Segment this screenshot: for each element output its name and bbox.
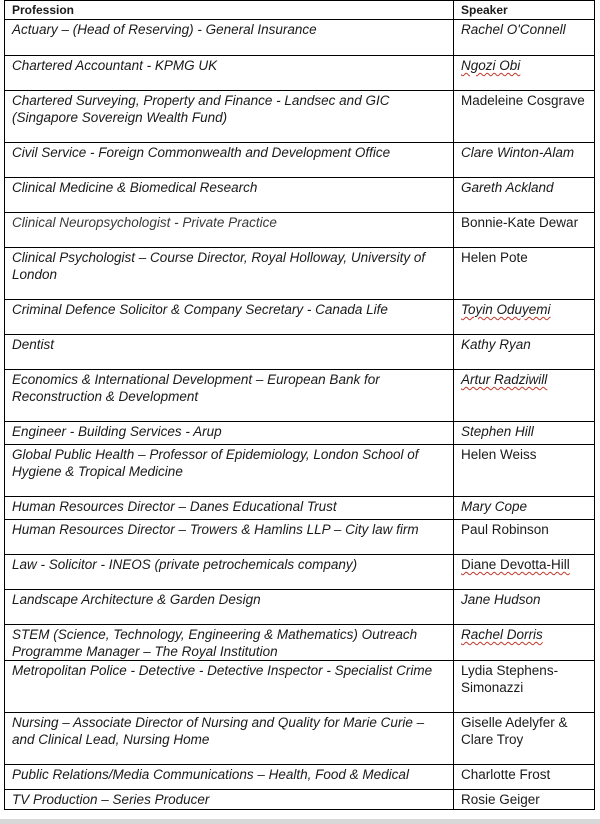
table-row <box>5 555 595 590</box>
speaker-cell: Paul Robinson <box>454 520 595 555</box>
profession-cell: Chartered Surveying, Property and Finance - Landsec and GIC (Singapore Sovereign Wealth Fund) <box>5 91 454 143</box>
speaker-name: Ngozi Obi <box>461 58 521 73</box>
speaker-cell: Clare Winton-Alam <box>454 143 595 178</box>
speaker-cell: Mary Cope <box>454 497 595 520</box>
profession-cell: Dentist <box>5 335 454 370</box>
table-row <box>5 248 595 300</box>
profession-speaker-table <box>4 0 595 810</box>
profession-cell: Actuary – (Head of Reserving) - General Insurance <box>5 20 454 56</box>
profession-cell: Chartered Accountant - KPMG UK <box>5 56 454 91</box>
table-row <box>5 790 595 810</box>
speaker-cell <box>454 56 595 91</box>
profession-cell: Law - Solicitor - INEOS (private petrochemicals company) <box>5 555 454 590</box>
speaker-cell: Helen Weiss <box>454 445 595 497</box>
profession-cell: TV Production – Series Producer <box>5 790 454 810</box>
profession-cell: Human Resources Director – Danes Educational Trust <box>5 497 454 520</box>
table-row <box>5 178 595 213</box>
profession-cell: Public Relations/Media Communications – Health, Food & Medical <box>5 765 454 790</box>
speaker-cell: Charlotte Frost <box>454 765 595 790</box>
speaker-name: Toyin Oduyemi <box>461 302 551 317</box>
profession-cell: STEM (Science, Technology, Engineering & Mathematics) Outreach Programme Manager – The Royal Institution <box>5 625 454 661</box>
profession-cell: Nursing – Associate Director of Nursing and Quality for Marie Curie – and Clinical Lead, Nursing Home <box>5 713 454 765</box>
speaker-cell: Gareth Ackland <box>454 178 595 213</box>
profession-cell: Clinical Neuropsychologist - Private Practice <box>5 213 454 248</box>
table-row <box>5 370 595 422</box>
header-profession: Profession <box>5 1 454 20</box>
header-speaker: Speaker <box>454 1 595 20</box>
profession-cell: Human Resources Director – Trowers & Hamlins LLP – City law firm <box>5 520 454 555</box>
table-row <box>5 713 595 765</box>
speaker-cell: Rosie Geiger <box>454 790 595 810</box>
speaker-cell: Madeleine Cosgrave <box>454 91 595 143</box>
table-row <box>5 213 595 248</box>
speaker-cell: Kathy Ryan <box>454 335 595 370</box>
speaker-cell: Giselle Adelyfer & Clare Troy <box>454 713 595 765</box>
table-row <box>5 497 595 520</box>
table-header-row <box>5 1 595 20</box>
table-row <box>5 143 595 178</box>
table-row <box>5 765 595 790</box>
table-row <box>5 661 595 713</box>
table-row <box>5 520 595 555</box>
profession-cell: Clinical Psychologist – Course Director, Royal Holloway, University of London <box>5 248 454 300</box>
speaker-cell <box>454 625 595 661</box>
speaker-name: Diane Devotta-Hill <box>461 557 570 572</box>
table-row <box>5 91 595 143</box>
profession-cell: Engineer - Building Services - Arup <box>5 422 454 445</box>
speaker-cell <box>454 370 595 422</box>
speaker-cell <box>454 300 595 335</box>
table-row <box>5 20 595 56</box>
table-row <box>5 56 595 91</box>
profession-cell: Clinical Medicine & Biomedical Research <box>5 178 454 213</box>
speaker-name: Rachel Dorris <box>461 627 543 642</box>
table-row <box>5 445 595 497</box>
table-row <box>5 625 595 661</box>
page-bottom-divider <box>0 819 600 824</box>
profession-cell: Global Public Health – Professor of Epidemiology, London School of Hygiene & Tropical Medicine <box>5 445 454 497</box>
profession-cell: Metropolitan Police - Detective - Detective Inspector - Specialist Crime <box>5 661 454 713</box>
speaker-cell: Jane Hudson <box>454 590 595 625</box>
table-row <box>5 335 595 370</box>
speaker-name: Artur Radziwill <box>461 372 548 387</box>
table-row <box>5 422 595 445</box>
profession-cell: Economics & International Development – European Bank for Reconstruction & Development <box>5 370 454 422</box>
table-row <box>5 300 595 335</box>
speaker-cell: Helen Pote <box>454 248 595 300</box>
speaker-cell: Bonnie-Kate Dewar <box>454 213 595 248</box>
table-row <box>5 590 595 625</box>
profession-cell: Criminal Defence Solicitor & Company Secretary - Canada Life <box>5 300 454 335</box>
speaker-cell: Rachel O'Connell <box>454 20 595 56</box>
profession-cell: Civil Service - Foreign Commonwealth and Development Office <box>5 143 454 178</box>
profession-cell: Landscape Architecture & Garden Design <box>5 590 454 625</box>
speaker-cell: Stephen Hill <box>454 422 595 445</box>
speaker-cell <box>454 555 595 590</box>
speaker-cell: Lydia Stephens-Simonazzi <box>454 661 595 713</box>
